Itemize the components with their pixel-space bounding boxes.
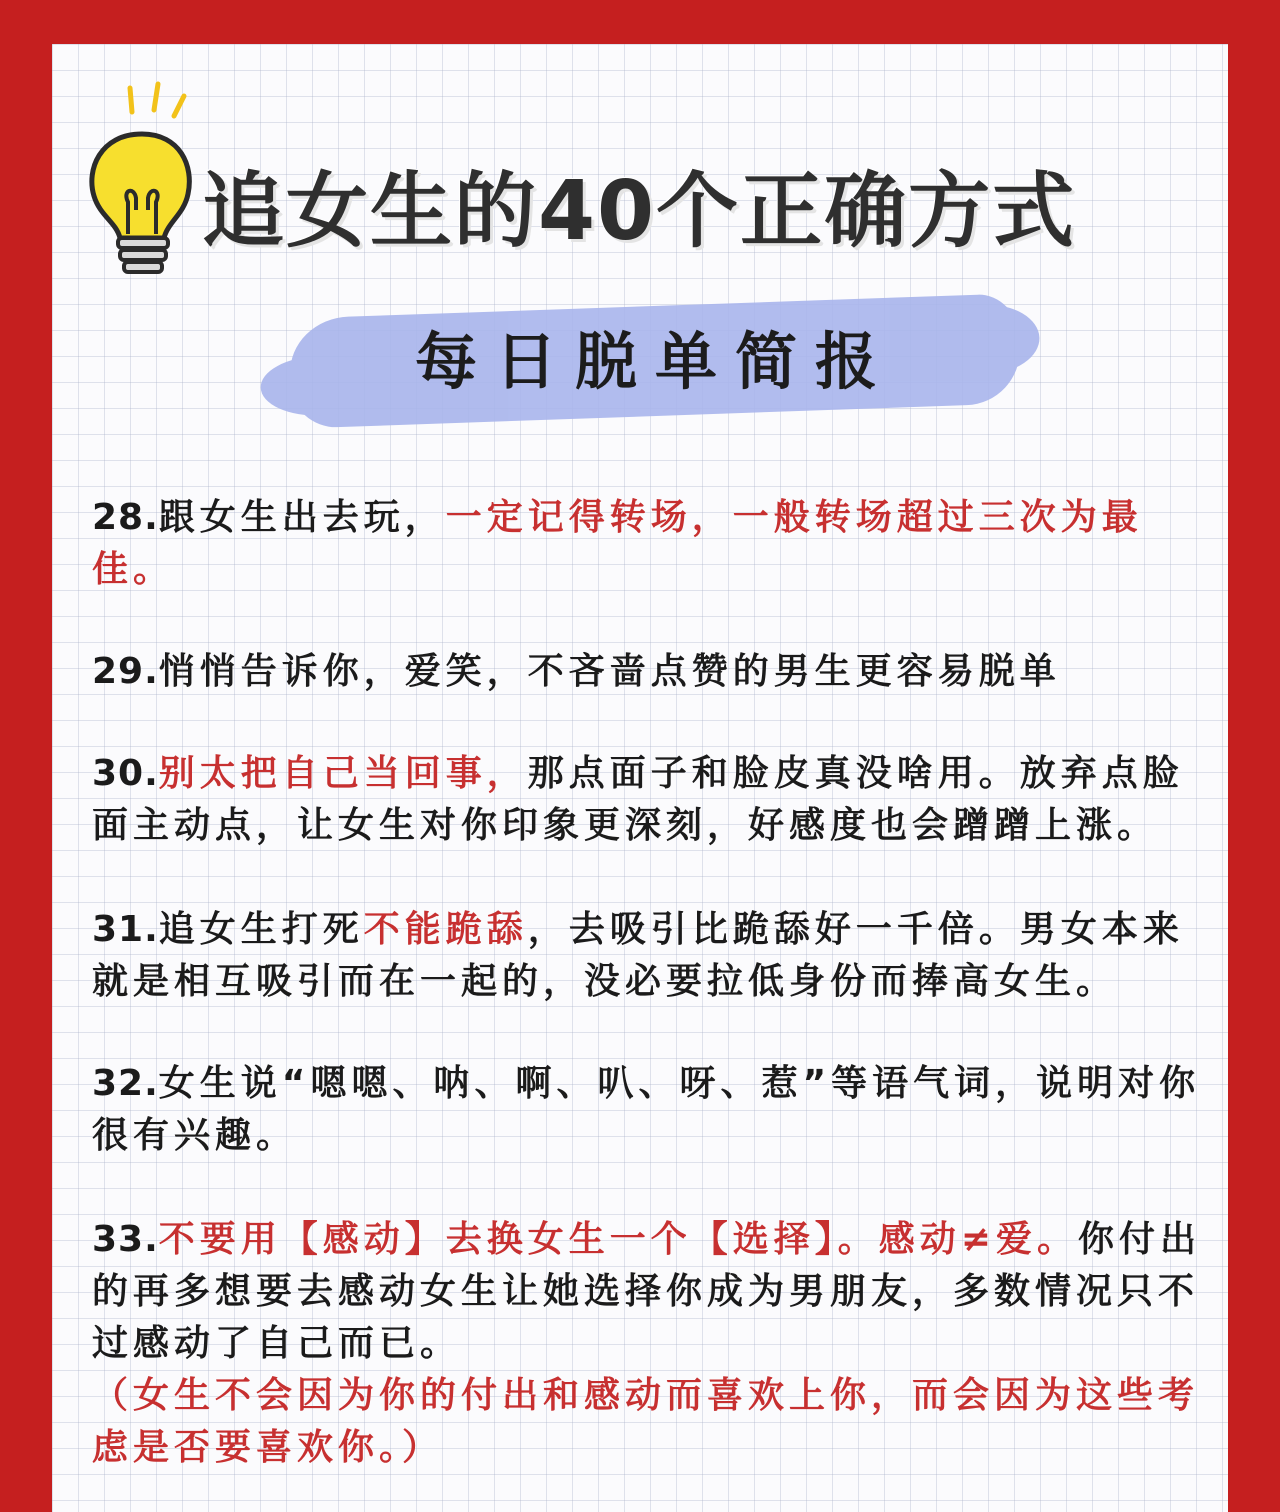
light-bulb-icon (72, 62, 202, 282)
page-subtitle: 每日脱单简报 (414, 325, 895, 398)
tip-text: 跟女生出去玩， (158, 497, 446, 538)
tip-text: 追女生打死 (158, 909, 364, 950)
tip-text: 那点面子和脸皮真没啥用。放弃点脸面主动点，让女生对你印象更深刻，好感度也会蹭蹭上涨。 (92, 753, 1184, 846)
tip-highlight: 不要用【感动】去换女生一个【选择】。感动≠爱。 (158, 1219, 1078, 1260)
tip-highlight: 别太把自己当回事， (158, 753, 528, 794)
tip-number: 32. (92, 1063, 159, 1104)
tip-31 (92, 904, 1212, 1008)
tip-29 (92, 646, 1212, 698)
tip-number: 28. (92, 497, 159, 538)
tip-33 (92, 1214, 1212, 1370)
tip-33-note: （女生不会因为你的付出和感动而喜欢上你，而会因为这些考虑是否要喜欢你。） (92, 1375, 1200, 1468)
tip-32 (92, 1058, 1212, 1162)
tip-text: ，去吸引比跪舔好一千倍。男女本来就是相互吸引而在一起的，没必要拉低身份而捧高女生。 (92, 909, 1184, 1002)
tip-number: 33. (92, 1219, 159, 1260)
tip-28 (92, 492, 1212, 596)
tip-text: 你付出的再多想要去感动女生让她选择你成为男朋友，多数情况只不过感动了自己而已。 (92, 1219, 1201, 1364)
tip-30 (92, 748, 1212, 852)
tip-highlight: 一定记得转场，一般转场超过三次为最佳。 (92, 497, 1143, 590)
notebook-paper (52, 44, 1228, 1512)
tip-highlight: 不能跪舔 (363, 909, 528, 950)
tip-text: 悄悄告诉你，爱笑，不吝啬点赞的男生更容易脱单 (158, 651, 1061, 692)
tip-text: 女生说“嗯嗯、呐、啊、叭、呀、惹”等语气词，说明对你很有兴趣。 (92, 1063, 1201, 1156)
tip-number: 31. (92, 909, 159, 950)
tip-number: 29. (92, 651, 159, 692)
tip-number: 30. (92, 753, 159, 794)
page-title: 追女生的40个正确方式 (202, 164, 1077, 259)
